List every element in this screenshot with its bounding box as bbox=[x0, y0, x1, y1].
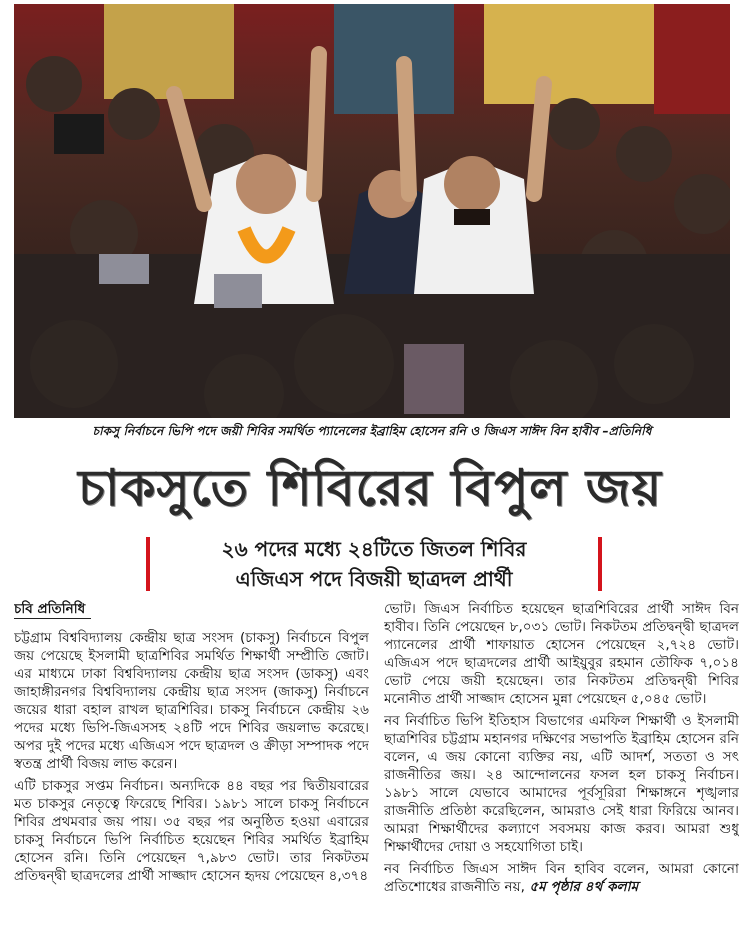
headline: চাকসুতে শিবিরের বিপুল জয় bbox=[78, 459, 662, 517]
byline: চবি প্রতিনিধি bbox=[14, 600, 91, 619]
article-column-right bbox=[384, 600, 739, 945]
paragraph: নব নির্বাচিত ভিপি ইতিহাস বিভাগের এমফিল শিক্ষার্থী ও ইসলামী ছাত্রশিবির চট্টগ্রাম মহানগর দক্ষিণের সভাপতি ইব্রাহিম হোসেন রনি বলেন, এ জয় কোনো ব্যক্তির নয়, এটি আদর্শ, সততা ও সৎ রাজনীতির জয়। ২৪ আন্দোলনের ফসল হল চাকসু নির্বাচন। ১৯৮১ সালে যেভাবে আমাদের পূর্বসূরিরা শিক্ষাঙ্গনে শৃঙ্খলার রাজনীতি প্রতিষ্ঠা করেছিলেন, আমরাও সেই ধারা ফিরিয়ে আনব। আমরা শিক্ষার্থীদের কল্যাণে সবসময় কাজ করব। আমরা শুধু শিক্ষার্থীদের দোয়া ও সহযোগিতা চাই। bbox=[384, 713, 739, 855]
paragraph-text: নব নির্বাচিত জিএস সাঈদ বিন হাবিব বলেন, আমরা কোনো প্রতিশোধের রাজনীতি নয়, bbox=[384, 861, 739, 895]
paragraph: চট্টগ্রাম বিশ্ববিদ্যালয় কেন্দ্রীয় ছাত্র সংসদ (চাকসু) নির্বাচনে বিপুল জয় পেয়েছে ইসলামী ছাত্রশিবির সমর্থিত শিক্ষার্থী সম্প্রীতি জোট। এর মাধ্যমে ঢাকা বিশ্ববিদ্যালয় কেন্দ্রীয় ছাত্র সংসদ (ডাকসু) এবং জাহাঙ্গীরনগর বিশ্ববিদ্যালয় কেন্দ্রীয় ছাত্র সংসদ (জাকসু) নির্বাচনে জয়ের ধারা বহাল রাখল ছাত্রশিবির। চাকসু নির্বাচনে কেন্দ্রীয় ২৬ পদের মধ্যে ভিপি-জিএসসহ ২৪টি পদে শিবির জয়লাভ করেছে। অপর দুই পদের মধ্যে এজিএস পদে ছাত্রদল ও ক্রীড়া সম্পাদক পদে স্বতন্ত্র প্রার্থী বিজয় লাভ করেন। bbox=[14, 630, 369, 772]
subhead-line-1: ২৬ পদের মধ্যে ২৪টিতে জিতল শিবির bbox=[221, 537, 527, 561]
subhead-line-2: এজিএস পদে বিজয়ী ছাত্রদল প্রার্থী bbox=[235, 567, 513, 591]
news-photo bbox=[14, 4, 730, 418]
paragraph-last bbox=[384, 860, 739, 896]
accent-bar-right bbox=[598, 537, 602, 591]
celebration-photo bbox=[14, 4, 730, 418]
paragraph: এটি চাকসুর সপ্তম নির্বাচন। অন্যদিকে ৪৪ বছর পর দ্বিতীয়বারের মত চাকসুর নেতৃত্বে ফিরেছে শিবির। ১৯৮১ সালে চাকসু নির্বাচনে শিবির প্রথমবার জয় পায়। ৩৫ বছর পর অনুষ্ঠিত হওয়া এবারের চাকসু নির্বাচনে ভিপি নির্বাচিত হয়েছেন শিবির সমর্থিত ইব্রাহিম হোসেন রনি। তিনি পেয়েছেন ৭,৯৮৩ ভোট। তার নিকটতম প্রতিদ্বন্দ্বী ছাত্রদলের প্রার্থী সাজ্জাদ হোসেন হৃদয় পেয়েছেন ৪,৩৭৪ bbox=[14, 778, 369, 884]
paragraph: ভোট। জিএস নির্বাচিত হয়েছেন ছাত্রশিবিরের প্রার্থী সাঈদ বিন হাবীব। তিনি পেয়েছেন ৮,০৩১ ভোট। নিকটতম প্রতিদ্বন্দ্বী ছাত্রদল প্যানেলের প্রার্থী শাফায়াত হোসেন পেয়েছেন ২,৭২৪ ভোট। এজিএস পদে ছাত্রদলের প্রার্থী আইয়ুবুর রহমান তৌফিক ৭,০১৪ ভোট পেয়ে জয়ী হয়েছেন। তার নিকটতম প্রতিদ্বন্দ্বী শিবির মনোনীত প্রার্থী সাজ্জাদ হোসেন মুন্না পেয়েছেন ৫,০৪৫ ভোট। bbox=[384, 601, 739, 707]
accent-bar-left bbox=[146, 537, 150, 591]
subheadline bbox=[146, 533, 602, 595]
photo-caption: চাকসু নির্বাচনে ভিপি পদে জয়ী শিবির সমর্থিত প্যানেলের ইব্রাহিম হোসেন রনি ও জিএস সাঈদ বিন হাবীব –প্রতিনিধি bbox=[92, 424, 652, 438]
article-column-left bbox=[14, 600, 369, 945]
continued-on-link[interactable]: ৫ম পৃষ্ঠার ৪র্থ কলাম bbox=[529, 879, 639, 895]
